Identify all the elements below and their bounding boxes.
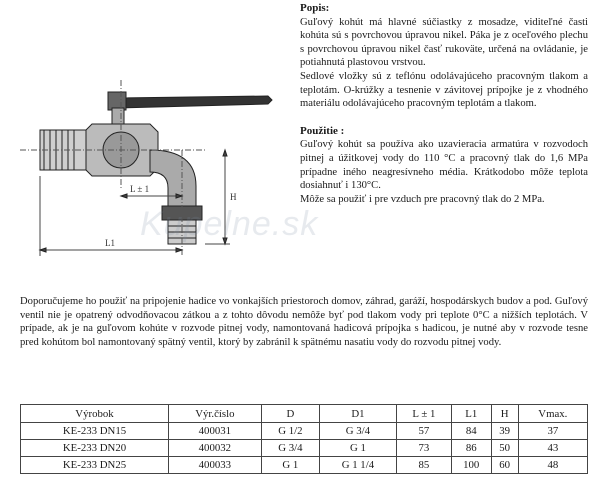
table-cell: 57 bbox=[396, 423, 451, 440]
dim-l-label: L ± 1 bbox=[130, 184, 150, 194]
table-cell: 48 bbox=[518, 457, 587, 474]
description-column bbox=[300, 2, 588, 206]
table-header-row bbox=[21, 405, 588, 423]
table-cell: G 3/4 bbox=[261, 440, 319, 457]
description-paragraph: Guľový kohút má hlavné súčiastky z mosadze, viditeľné časti kohúta sú s povrchovou úpravou nikel. Páka je z oceľového plechu s povrchovou úpravou nikel časť rukoväte, určená na ovládanie, je potiahnutá plastovou vrstvou. bbox=[300, 16, 588, 69]
table-cell: 43 bbox=[518, 440, 587, 457]
description-heading: Popis: bbox=[300, 2, 330, 14]
outlet-elbow bbox=[150, 150, 196, 206]
col-header: L ± 1 bbox=[396, 405, 451, 423]
table-cell: 39 bbox=[491, 423, 518, 440]
table-cell: 60 bbox=[491, 457, 518, 474]
table-row bbox=[21, 440, 588, 457]
table-cell: G 1 bbox=[319, 440, 396, 457]
lever-handle bbox=[120, 96, 272, 108]
dim-l1-label: L1 bbox=[105, 238, 115, 248]
table-cell: G 1 bbox=[261, 457, 319, 474]
table-cell: 85 bbox=[396, 457, 451, 474]
lever-nut bbox=[108, 92, 126, 110]
col-header: Výr.číslo bbox=[168, 405, 261, 423]
table-cell: 86 bbox=[451, 440, 491, 457]
table-cell: KE-233 DN15 bbox=[21, 423, 169, 440]
table-cell: 84 bbox=[451, 423, 491, 440]
table-cell: KE-233 DN20 bbox=[21, 440, 169, 457]
spec-table bbox=[20, 404, 588, 474]
col-header: D1 bbox=[319, 405, 396, 423]
table-row bbox=[21, 423, 588, 440]
usage-heading: Použitie : bbox=[300, 124, 345, 137]
table-cell: 400031 bbox=[168, 423, 261, 440]
table-cell: G 1 1/4 bbox=[319, 457, 396, 474]
col-header: D bbox=[261, 405, 319, 423]
usage-paragraph: Guľový kohút sa používa ako uzavieracia armatúra v rozvodoch pitnej a úžitkovej vody do 110 °C a pracovný tlak do 1,6 MPa prípadne iného neagresívneho média. Krátkodobo môže teplota dosiahnuť i 130°C. bbox=[300, 139, 588, 192]
table-cell: G 1/2 bbox=[261, 423, 319, 440]
col-header: H bbox=[491, 405, 518, 423]
watermark: Kupelne.sk bbox=[140, 205, 319, 243]
table-cell: G 3/4 bbox=[319, 423, 396, 440]
table-row bbox=[21, 457, 588, 474]
col-header: L1 bbox=[451, 405, 491, 423]
table-cell: 400033 bbox=[168, 457, 261, 474]
table-cell: 50 bbox=[491, 440, 518, 457]
usage-paragraph: Môže sa použiť i pre vzduch pre pracovný tlak do 2 MPa. bbox=[300, 193, 545, 205]
table-cell: 400032 bbox=[168, 440, 261, 457]
col-header: Výrobok bbox=[21, 405, 169, 423]
col-header: Vmax. bbox=[518, 405, 587, 423]
description-paragraph: Sedlové vložky sú z teflónu odolávajúceho pracovným tlakom a teplotám. O-krúžky a tesnenie v závitovej prípojke je z vhodného materiálu odolávajúceho pracovným teplotám a tlakom. bbox=[300, 70, 588, 110]
recommendation-paragraph: Doporučujeme ho použiť na pripojenie hadice vo vonkajších priestoroch domov, záhrad, garáží, hospodárskych budov a pod. Guľový ventil nie je opatrený odvodňovacou zátkou a z tohto dôvodu nemôže byť pod tlakom vody pri teplote 0°C a nižších teplotách. V prípade, ak je na guľovom kohúte v rozvode pitnej vody, namontovaná hadicová prípojka s hadicou, je nutné aby v rozvode tesne pred kohútom bol namontovaný spätný ventil, ktorý by zabránil k spätnému nasatiu vody do rozvodu pitnej vody. bbox=[20, 296, 588, 348]
table-cell: 37 bbox=[518, 423, 587, 440]
table-cell: 100 bbox=[451, 457, 491, 474]
table-cell: 73 bbox=[396, 440, 451, 457]
table-cell: KE-233 DN25 bbox=[21, 457, 169, 474]
dim-h-label: H bbox=[230, 192, 237, 202]
